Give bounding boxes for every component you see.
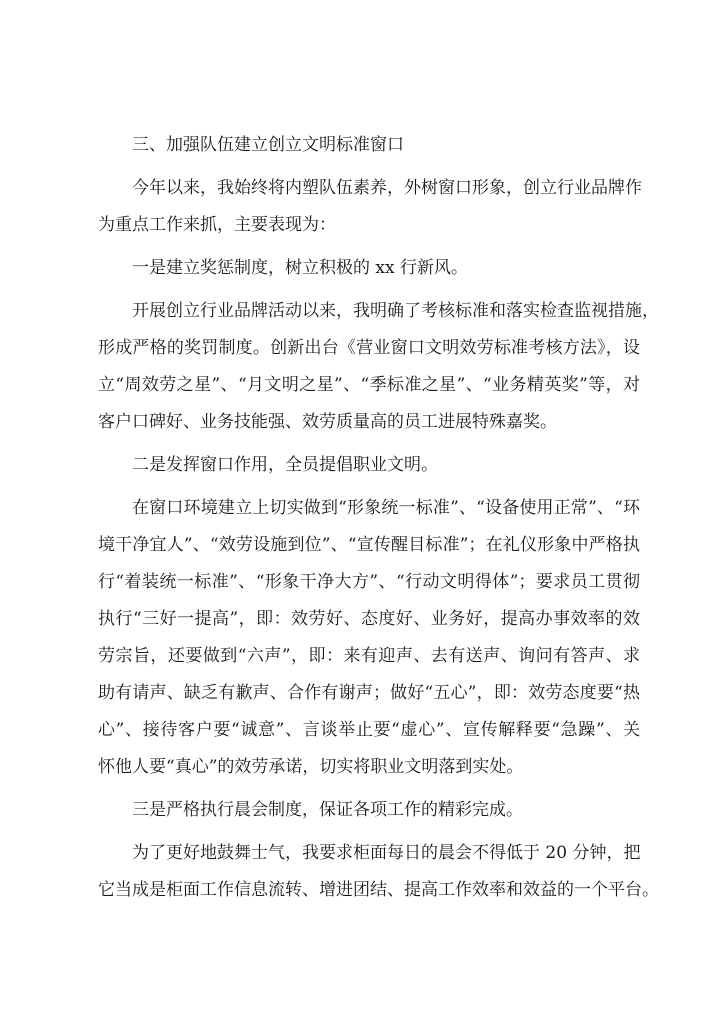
paragraph-line: 为重点工作来抓，主要表现为： [98, 215, 336, 235]
paragraph-line: 它当成是柜面工作信息流转、增进团结、提高工作效率和效益的一个平台。 [98, 880, 659, 900]
paragraph-intro [98, 170, 640, 244]
paragraph-line: 心”、接待客户要“诚意”、言谈举止要“虚心”、宣传解释要“急躁”、关 [98, 720, 640, 740]
paragraph-line: 助有请声、缺乏有歉声、合作有谢声；做好“五心”，即：效劳态度要“热 [98, 683, 640, 703]
paragraph-line: 形成严格的奖罚制度。创新出台《营业窗口文明效劳标准考核方法》，设 [98, 338, 640, 358]
paragraph-line: 怀他人要“真心”的效劳承诺，切实将职业文明落到实处。 [98, 757, 524, 777]
paragraph-morning-meeting [98, 835, 659, 909]
paragraph-line: 开展创立行业品牌活动以来，我明确了考核标准和落实检查监视措施， [132, 301, 659, 321]
section-heading: 三、加强队伍建立创立文明标准窗口 [132, 135, 404, 155]
paragraph-line: 三是严格执行晨会制度，保证各项工作的精彩完成。 [132, 800, 523, 820]
paragraph-brand-activity [98, 293, 659, 441]
subheading-morning-meeting [98, 792, 640, 829]
paragraph-line: 今年以来，我始终将内塑队伍素养，外树窗口形象，创立行业品牌作 [132, 178, 642, 198]
subheading-reward-system [98, 250, 640, 287]
paragraph-line: 一是建立奖惩制度，树立积极的 xx 行新风。 [132, 258, 468, 278]
paragraph-window-environment [98, 490, 640, 786]
paragraph-line: 在窗口环境建立上切实做到“形象统一标准”、“设备使用正常”、“环 [132, 498, 640, 518]
paragraph-line: 立“周效劳之星”、“月文明之星”、“季标准之星”、“业务精英奖”等，对 [98, 375, 640, 395]
paragraph-line: 为了更好地鼓舞士气，我要求柜面每日的晨会不得低于 20 分钟，把 [132, 843, 641, 863]
paragraph-line: 境干净宜人”、“效劳设施到位”、“宣传醒目标准”；在礼仪形象中严格执 [98, 535, 640, 555]
paragraph-line: 二是发挥窗口作用，全员提倡职业文明。 [132, 455, 438, 475]
document-body [98, 127, 659, 909]
subheading-window-role [98, 447, 640, 484]
paragraph-line: 执行“三好一提高”，即：效劳好、态度好、业务好，提高办事效率的效 [98, 609, 640, 629]
paragraph-line: 客户口碑好、业务技能强、效劳质量高的员工进展特殊嘉奖。 [98, 412, 557, 432]
paragraph-line: 劳宗旨，还要做到“六声”，即：来有迎声、去有送声、询问有答声、求 [98, 646, 640, 666]
paragraph-line: 行“着装统一标准”、“形象干净大方”、“行动文明得体”；要求员工贯彻 [98, 572, 640, 592]
